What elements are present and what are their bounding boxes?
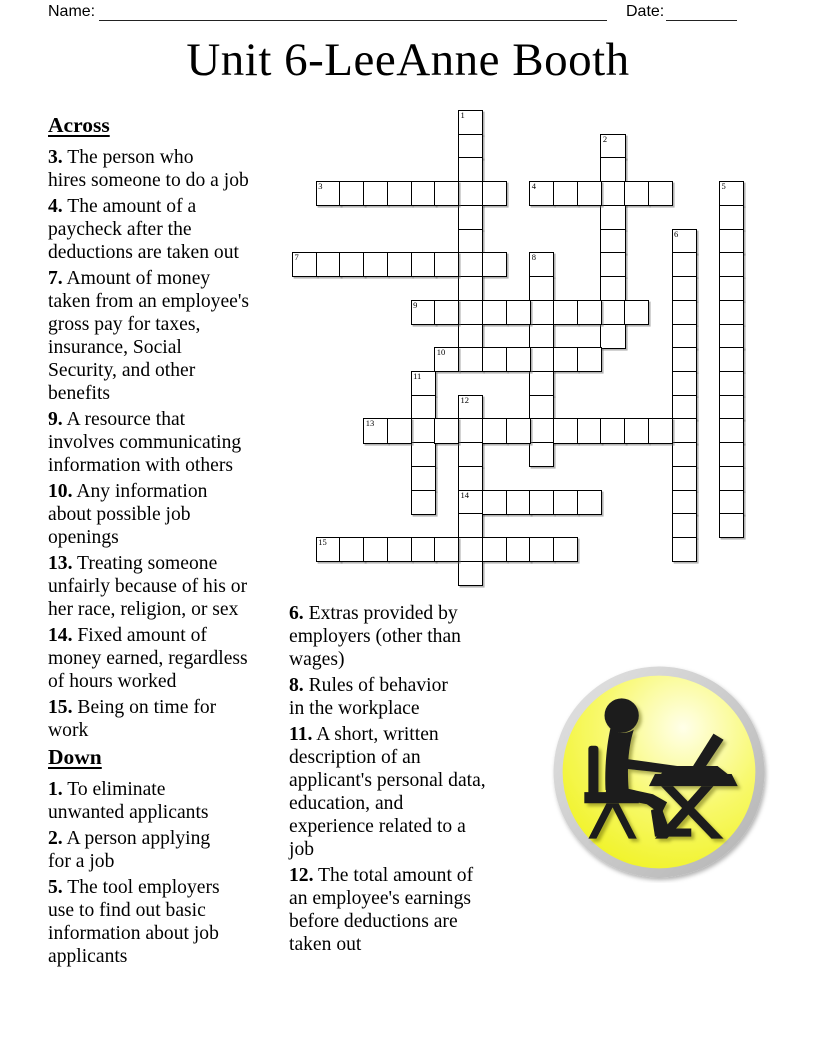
grid-cell-number: 6 bbox=[674, 228, 679, 239]
grid-cell[interactable] bbox=[672, 418, 697, 443]
crossword-grid bbox=[292, 110, 746, 586]
clue: 15. Being on time for work bbox=[48, 697, 217, 741]
grid-cell[interactable] bbox=[458, 561, 483, 586]
grid-cell[interactable] bbox=[719, 347, 744, 372]
grid-cell[interactable] bbox=[411, 537, 436, 562]
grid-cell[interactable] bbox=[339, 181, 364, 206]
grid-cell[interactable] bbox=[482, 347, 507, 372]
grid-cell[interactable] bbox=[719, 252, 744, 277]
grid-cell[interactable] bbox=[458, 110, 483, 135]
grid-cell[interactable] bbox=[529, 418, 554, 443]
grid-cell[interactable] bbox=[529, 252, 554, 277]
grid-cell[interactable] bbox=[719, 418, 744, 443]
grid-cell[interactable] bbox=[648, 181, 673, 206]
grid-cell[interactable] bbox=[529, 181, 554, 206]
grid-cell[interactable] bbox=[553, 537, 578, 562]
grid-cell-number: 9 bbox=[413, 299, 418, 310]
grid-cell[interactable] bbox=[434, 418, 459, 443]
grid-cell[interactable] bbox=[411, 252, 436, 277]
grid-cell[interactable] bbox=[719, 371, 744, 396]
grid-cell[interactable] bbox=[411, 300, 436, 325]
grid-cell[interactable] bbox=[506, 347, 531, 372]
grid-cell[interactable] bbox=[411, 181, 436, 206]
clue-number-label: 13. bbox=[48, 553, 73, 574]
grid-cell[interactable] bbox=[553, 347, 578, 372]
grid-cell[interactable] bbox=[672, 537, 697, 562]
grid-cell-number: 14 bbox=[460, 489, 469, 500]
grid-cell[interactable] bbox=[387, 537, 412, 562]
grid-cell[interactable] bbox=[411, 395, 436, 420]
grid-cell[interactable] bbox=[458, 300, 483, 325]
grid-cell[interactable] bbox=[434, 300, 459, 325]
grid-cell[interactable] bbox=[529, 300, 554, 325]
grid-cell[interactable] bbox=[458, 513, 483, 538]
clue-number-label: 11. bbox=[289, 724, 313, 745]
grid-cell[interactable] bbox=[719, 181, 744, 206]
grid-cell-number: 15 bbox=[318, 537, 327, 547]
down-clue-list-middle bbox=[289, 602, 545, 956]
grid-cell[interactable] bbox=[529, 442, 554, 467]
grid-cell[interactable] bbox=[529, 324, 554, 349]
grid-cell[interactable] bbox=[482, 300, 507, 325]
clue: 14. Fixed amount of money earned, regardless of hours worked bbox=[48, 625, 248, 692]
grid-cell[interactable] bbox=[458, 205, 483, 230]
grid-cell[interactable] bbox=[434, 252, 459, 277]
grid-cell-number: 7 bbox=[294, 252, 299, 263]
clue: 4. The amount of a paycheck after the deductions are taken out bbox=[48, 196, 239, 263]
clue: 1. To eliminate unwanted applicants bbox=[48, 779, 209, 823]
grid-cell[interactable] bbox=[506, 300, 531, 325]
grid-cell[interactable] bbox=[600, 205, 625, 230]
grid-cell[interactable] bbox=[672, 252, 697, 277]
grid-cell[interactable] bbox=[553, 418, 578, 443]
grid-cell[interactable] bbox=[506, 418, 531, 443]
grid-cell[interactable] bbox=[600, 300, 625, 325]
grid-cell[interactable] bbox=[458, 442, 483, 467]
grid-cell[interactable] bbox=[363, 418, 388, 443]
name-blank-line[interactable] bbox=[99, 3, 607, 21]
clue-number-label: 15. bbox=[48, 697, 73, 718]
grid-cell[interactable] bbox=[482, 537, 507, 562]
down-clue-list-left bbox=[48, 778, 304, 968]
grid-cell[interactable] bbox=[363, 252, 388, 277]
clue-number-label: 10. bbox=[48, 481, 73, 502]
clue-number-label: 9. bbox=[48, 409, 63, 430]
grid-cell[interactable] bbox=[458, 181, 483, 206]
grid-cell[interactable] bbox=[387, 418, 412, 443]
grid-cell-number: 2 bbox=[602, 133, 608, 144]
grid-cell-number: 3 bbox=[318, 181, 323, 192]
grid-cell[interactable] bbox=[458, 157, 483, 182]
clue-number-label: 12. bbox=[289, 865, 314, 886]
grid-cell[interactable] bbox=[719, 395, 744, 420]
grid-cell[interactable] bbox=[458, 490, 483, 515]
grid-cell[interactable] bbox=[387, 252, 412, 277]
grid-cell[interactable] bbox=[316, 181, 341, 206]
grid-cell[interactable] bbox=[719, 229, 744, 254]
clue-number-label: 14. bbox=[48, 625, 73, 646]
grid-cell[interactable] bbox=[482, 418, 507, 443]
grid-cell[interactable] bbox=[529, 276, 554, 301]
grid-cell[interactable] bbox=[648, 418, 673, 443]
clue: 7. Amount of money taken from an employee's gross pay for taxes, insurance, Social Security, and other benefits bbox=[48, 268, 250, 404]
grid-cell[interactable] bbox=[458, 229, 483, 254]
grid-cell[interactable] bbox=[719, 513, 744, 538]
grid-cell[interactable] bbox=[506, 490, 531, 515]
grid-cell[interactable] bbox=[339, 537, 364, 562]
grid-cell-number: 5 bbox=[721, 181, 726, 192]
grid-cell[interactable] bbox=[411, 442, 436, 467]
clue-number-label: 7. bbox=[48, 268, 63, 289]
grid-cell[interactable] bbox=[363, 181, 388, 206]
clue-number-label: 2. bbox=[48, 828, 63, 849]
grid-cell[interactable] bbox=[458, 276, 483, 301]
date-blank-line[interactable] bbox=[666, 3, 737, 21]
grid-cell[interactable] bbox=[672, 324, 697, 349]
grid-cell[interactable] bbox=[411, 418, 436, 443]
grid-cell[interactable] bbox=[411, 490, 436, 515]
grid-cell[interactable] bbox=[719, 442, 744, 467]
grid-cell-number: 4 bbox=[531, 181, 536, 192]
grid-cell[interactable] bbox=[600, 276, 625, 301]
down-heading: Down bbox=[48, 745, 102, 769]
grid-cell[interactable] bbox=[553, 490, 578, 515]
name-label: Name: bbox=[48, 3, 96, 20]
clue: 9. A resource that involves communicating information with others bbox=[48, 409, 242, 476]
grid-cell[interactable] bbox=[600, 252, 625, 277]
grid-cell[interactable] bbox=[316, 252, 341, 277]
left-clue-column bbox=[48, 113, 304, 971]
grid-cell[interactable] bbox=[482, 252, 507, 277]
grid-cell[interactable] bbox=[600, 157, 625, 182]
grid-cell[interactable] bbox=[672, 395, 697, 420]
grid-cell[interactable] bbox=[672, 490, 697, 515]
grid-cell[interactable] bbox=[434, 181, 459, 206]
clue: 5. The tool employers use to find out basic information about job applicants bbox=[48, 877, 220, 967]
grid-cell[interactable] bbox=[577, 490, 602, 515]
grid-cell[interactable] bbox=[339, 252, 364, 277]
grid-cell[interactable] bbox=[458, 324, 483, 349]
clue: 12. The total amount of an employee's earnings before deductions are taken out bbox=[289, 865, 474, 955]
grid-cell[interactable] bbox=[292, 252, 317, 277]
grid-cell-number: 8 bbox=[531, 252, 536, 263]
grid-cell[interactable] bbox=[458, 395, 483, 420]
grid-cell-number: 13 bbox=[365, 418, 375, 429]
person-at-computer-icon bbox=[548, 661, 770, 883]
grid-cell[interactable] bbox=[719, 324, 744, 349]
grid-cell[interactable] bbox=[719, 490, 744, 515]
grid-cell[interactable] bbox=[600, 324, 625, 349]
grid-cell[interactable] bbox=[672, 300, 697, 325]
grid-cell[interactable] bbox=[458, 466, 483, 491]
grid-cell[interactable] bbox=[529, 371, 554, 396]
grid-cell[interactable] bbox=[458, 537, 483, 562]
grid-cell[interactable] bbox=[719, 205, 744, 230]
grid-cell-number: 10 bbox=[436, 347, 446, 358]
clue-number-label: 4. bbox=[48, 196, 63, 217]
clue: 13. Treating someone unfairly because of his or her race, religion, or sex bbox=[48, 553, 248, 620]
grid-cell[interactable] bbox=[482, 181, 507, 206]
clue-number-label: 8. bbox=[289, 675, 304, 696]
grid-cell[interactable] bbox=[719, 466, 744, 491]
grid-cell[interactable] bbox=[553, 181, 578, 206]
grid-cell[interactable] bbox=[387, 181, 412, 206]
grid-cell[interactable] bbox=[458, 134, 483, 159]
across-heading: Across bbox=[48, 113, 110, 137]
grid-cell[interactable] bbox=[529, 490, 554, 515]
grid-cell-number: 1 bbox=[460, 110, 465, 120]
grid-cell[interactable] bbox=[458, 347, 483, 372]
date-label: Date: bbox=[626, 3, 665, 20]
grid-cell[interactable] bbox=[411, 371, 436, 396]
grid-cell[interactable] bbox=[577, 347, 602, 372]
grid-cell-number: 12 bbox=[460, 394, 469, 405]
grid-cell[interactable] bbox=[434, 347, 459, 372]
grid-cell[interactable] bbox=[529, 347, 554, 372]
clue: 3. The person who hires someone to do a job bbox=[48, 147, 249, 191]
page-title: Unit 6-LeeAnne Booth bbox=[186, 34, 630, 86]
grid-cell[interactable] bbox=[600, 229, 625, 254]
grid-cell[interactable] bbox=[529, 395, 554, 420]
grid-cell[interactable] bbox=[529, 537, 554, 562]
grid-cell[interactable] bbox=[719, 276, 744, 301]
grid-cell[interactable] bbox=[672, 466, 697, 491]
grid-cell[interactable] bbox=[600, 181, 625, 206]
clue: 6. Extras provided by employers (other than wages) bbox=[289, 603, 461, 670]
grid-cell[interactable] bbox=[434, 537, 459, 562]
grid-cell[interactable] bbox=[672, 371, 697, 396]
middle-clue-column bbox=[289, 602, 545, 959]
grid-cell[interactable] bbox=[316, 537, 341, 562]
grid-cell[interactable] bbox=[672, 442, 697, 467]
clue-number-label: 1. bbox=[48, 779, 63, 800]
grid-cell[interactable] bbox=[672, 229, 697, 254]
clue-number-label: 5. bbox=[48, 877, 63, 898]
grid-cell[interactable] bbox=[363, 537, 388, 562]
grid-cell[interactable] bbox=[600, 418, 625, 443]
grid-cell[interactable] bbox=[624, 300, 649, 325]
clue: 8. Rules of behavior in the workplace bbox=[289, 675, 448, 719]
grid-cell[interactable] bbox=[482, 490, 507, 515]
clue: 2. A person applying for a job bbox=[48, 828, 211, 872]
grid-cell[interactable] bbox=[624, 418, 649, 443]
grid-cell[interactable] bbox=[553, 300, 578, 325]
grid-cell[interactable] bbox=[600, 134, 625, 159]
clue: 11. A short, written description of an applicant's personal data, education, and experience related to a job bbox=[289, 724, 486, 860]
grid-cell[interactable] bbox=[672, 276, 697, 301]
grid-cell[interactable] bbox=[624, 181, 649, 206]
grid-cell[interactable] bbox=[458, 252, 483, 277]
grid-cell[interactable] bbox=[506, 537, 531, 562]
grid-cell[interactable] bbox=[577, 418, 602, 443]
grid-cell[interactable] bbox=[672, 513, 697, 538]
grid-cell[interactable] bbox=[577, 300, 602, 325]
grid-cell[interactable] bbox=[411, 466, 436, 491]
computer-user-badge bbox=[548, 661, 770, 883]
grid-cell[interactable] bbox=[577, 181, 602, 206]
across-clue-list bbox=[48, 146, 304, 742]
grid-cell-number: 11 bbox=[413, 370, 422, 381]
grid-cell[interactable] bbox=[672, 347, 697, 372]
grid-cell[interactable] bbox=[458, 418, 483, 443]
clue-number-label: 6. bbox=[289, 603, 304, 624]
clue: 10. Any information about possible job openings bbox=[48, 481, 208, 548]
grid-cell[interactable] bbox=[719, 300, 744, 325]
clue-number-label: 3. bbox=[48, 147, 63, 168]
